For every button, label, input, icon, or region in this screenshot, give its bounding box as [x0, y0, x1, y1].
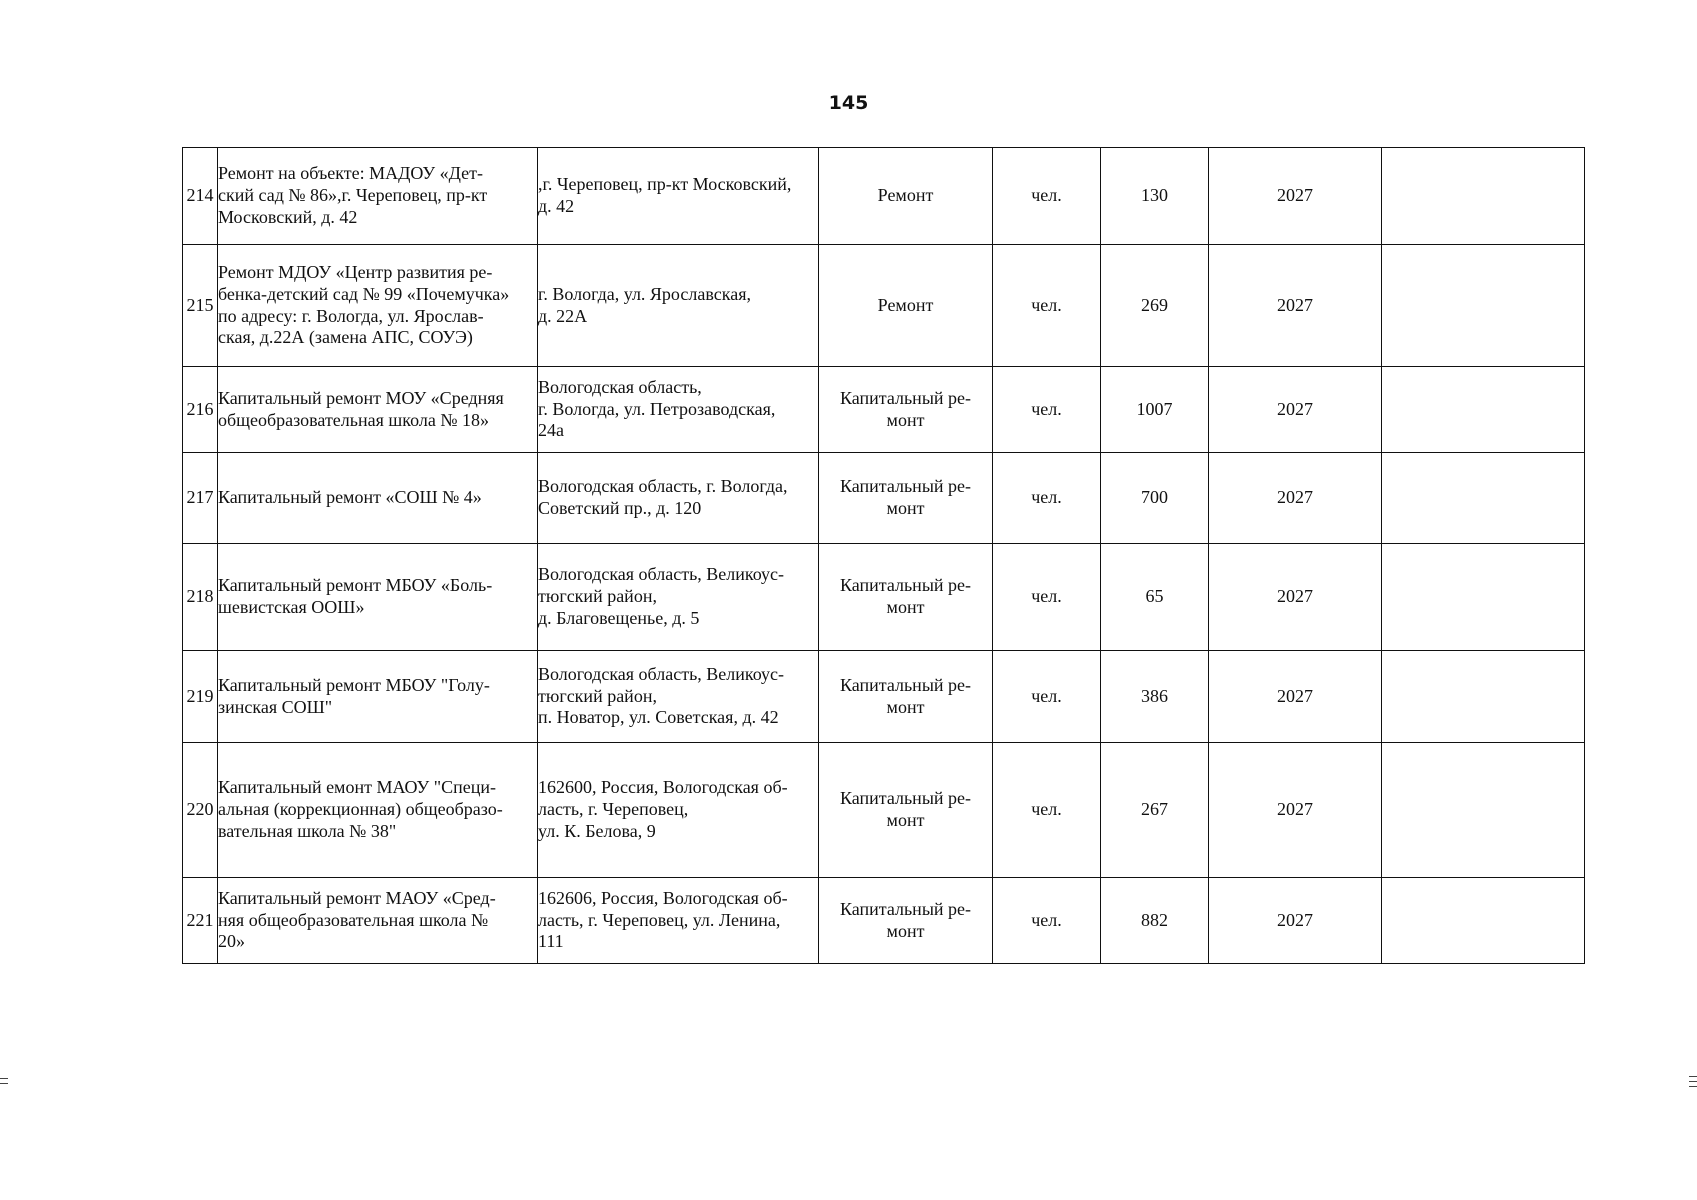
- row-number-cell: 220: [183, 743, 218, 878]
- table-row: [183, 544, 1585, 651]
- capacity-value-cell: 700: [1101, 453, 1209, 544]
- object-address-cell: г. Вологда, ул. Ярославская, д. 22А: [538, 245, 819, 367]
- note-cell: [1382, 245, 1585, 367]
- object-name-cell: Капитальный ремонт МБОУ "Голу- зинская СОШ": [218, 651, 538, 743]
- work-type-cell: Ремонт: [819, 148, 993, 245]
- object-name-cell: Ремонт МДОУ «Центр развития ре- бенка-детский сад № 99 «Почемучка» по адресу: г. Вологда, ул. Ярослав- ская, д.22А (замена АПС, СОУЭ): [218, 245, 538, 367]
- year-cell: 2027: [1209, 743, 1382, 878]
- object-address-cell: 162606, Россия, Вологодская об- ласть, г. Череповец, ул. Ленина, 111: [538, 878, 819, 964]
- unit-cell: чел.: [993, 544, 1101, 651]
- work-type-cell: Капитальный ре- монт: [819, 743, 993, 878]
- object-name-cell: Капитальный ремонт МБОУ «Боль- шевистская ООШ»: [218, 544, 538, 651]
- scan-mark-left-1: [0, 1078, 8, 1079]
- capacity-value-cell: 386: [1101, 651, 1209, 743]
- row-number-cell: 216: [183, 367, 218, 453]
- year-cell: 2027: [1209, 148, 1382, 245]
- note-cell: [1382, 878, 1585, 964]
- object-address-cell: ,г. Череповец, пр-кт Московский, д. 42: [538, 148, 819, 245]
- unit-cell: чел.: [993, 651, 1101, 743]
- unit-cell: чел.: [993, 367, 1101, 453]
- row-number-cell: 219: [183, 651, 218, 743]
- work-type-cell: Капитальный ре- монт: [819, 651, 993, 743]
- year-cell: 2027: [1209, 544, 1382, 651]
- work-type-cell: Капитальный ре- монт: [819, 544, 993, 651]
- capacity-value-cell: 269: [1101, 245, 1209, 367]
- object-name-cell: Капитальный емонт МАОУ "Специ- альная (коррекционная) общеобразо- вательная школа № 38": [218, 743, 538, 878]
- note-cell: [1382, 651, 1585, 743]
- year-cell: 2027: [1209, 651, 1382, 743]
- object-address-cell: 162600, Россия, Вологодская об- ласть, г. Череповец, ул. К. Белова, 9: [538, 743, 819, 878]
- unit-cell: чел.: [993, 743, 1101, 878]
- capacity-value-cell: 882: [1101, 878, 1209, 964]
- table-row: [183, 743, 1585, 878]
- row-number-cell: 218: [183, 544, 218, 651]
- unit-cell: чел.: [993, 148, 1101, 245]
- scan-mark-right-3: [1689, 1086, 1697, 1087]
- scan-mark-right-1: [1689, 1076, 1697, 1077]
- scan-mark-left-2: [0, 1083, 8, 1084]
- year-cell: 2027: [1209, 453, 1382, 544]
- capacity-value-cell: 1007: [1101, 367, 1209, 453]
- capacity-value-cell: 267: [1101, 743, 1209, 878]
- row-number-cell: 221: [183, 878, 218, 964]
- object-address-cell: Вологодская область, г. Вологда, ул. Петрозаводская, 24а: [538, 367, 819, 453]
- object-address-cell: Вологодская область, г. Вологда, Советский пр., д. 120: [538, 453, 819, 544]
- note-cell: [1382, 544, 1585, 651]
- note-cell: [1382, 148, 1585, 245]
- unit-cell: чел.: [993, 453, 1101, 544]
- object-name-cell: Капитальный ремонт «СОШ № 4»: [218, 453, 538, 544]
- work-type-cell: Ремонт: [819, 245, 993, 367]
- table-row: [183, 453, 1585, 544]
- unit-cell: чел.: [993, 878, 1101, 964]
- capacity-value-cell: 65: [1101, 544, 1209, 651]
- note-cell: [1382, 743, 1585, 878]
- object-name-cell: Ремонт на объекте: МАДОУ «Дет- ский сад № 86»,г. Череповец, пр-кт Московский, д. 42: [218, 148, 538, 245]
- row-number-cell: 214: [183, 148, 218, 245]
- registry-table: [182, 147, 1585, 964]
- year-cell: 2027: [1209, 367, 1382, 453]
- row-number-cell: 215: [183, 245, 218, 367]
- work-type-cell: Капитальный ре- монт: [819, 878, 993, 964]
- work-type-cell: Капитальный ре- монт: [819, 367, 993, 453]
- work-type-cell: Капитальный ре- монт: [819, 453, 993, 544]
- object-address-cell: Вологодская область, Великоус- тюгский район, д. Благовещенье, д. 5: [538, 544, 819, 651]
- scan-mark-right-2: [1689, 1081, 1697, 1082]
- year-cell: 2027: [1209, 878, 1382, 964]
- note-cell: [1382, 453, 1585, 544]
- table-row: [183, 367, 1585, 453]
- table-row: [183, 651, 1585, 743]
- table-row: [183, 245, 1585, 367]
- unit-cell: чел.: [993, 245, 1101, 367]
- page-number: 145: [828, 92, 869, 114]
- capacity-value-cell: 130: [1101, 148, 1209, 245]
- table-row: [183, 148, 1585, 245]
- object-name-cell: Капитальный ремонт МОУ «Средняя общеобразовательная школа № 18»: [218, 367, 538, 453]
- row-number-cell: 217: [183, 453, 218, 544]
- note-cell: [1382, 367, 1585, 453]
- object-address-cell: Вологодская область, Великоус- тюгский район, п. Новатор, ул. Советская, д. 42: [538, 651, 819, 743]
- object-name-cell: Капитальный ремонт МАОУ «Сред- няя общеобразовательная школа № 20»: [218, 878, 538, 964]
- year-cell: 2027: [1209, 245, 1382, 367]
- table-row: [183, 878, 1585, 964]
